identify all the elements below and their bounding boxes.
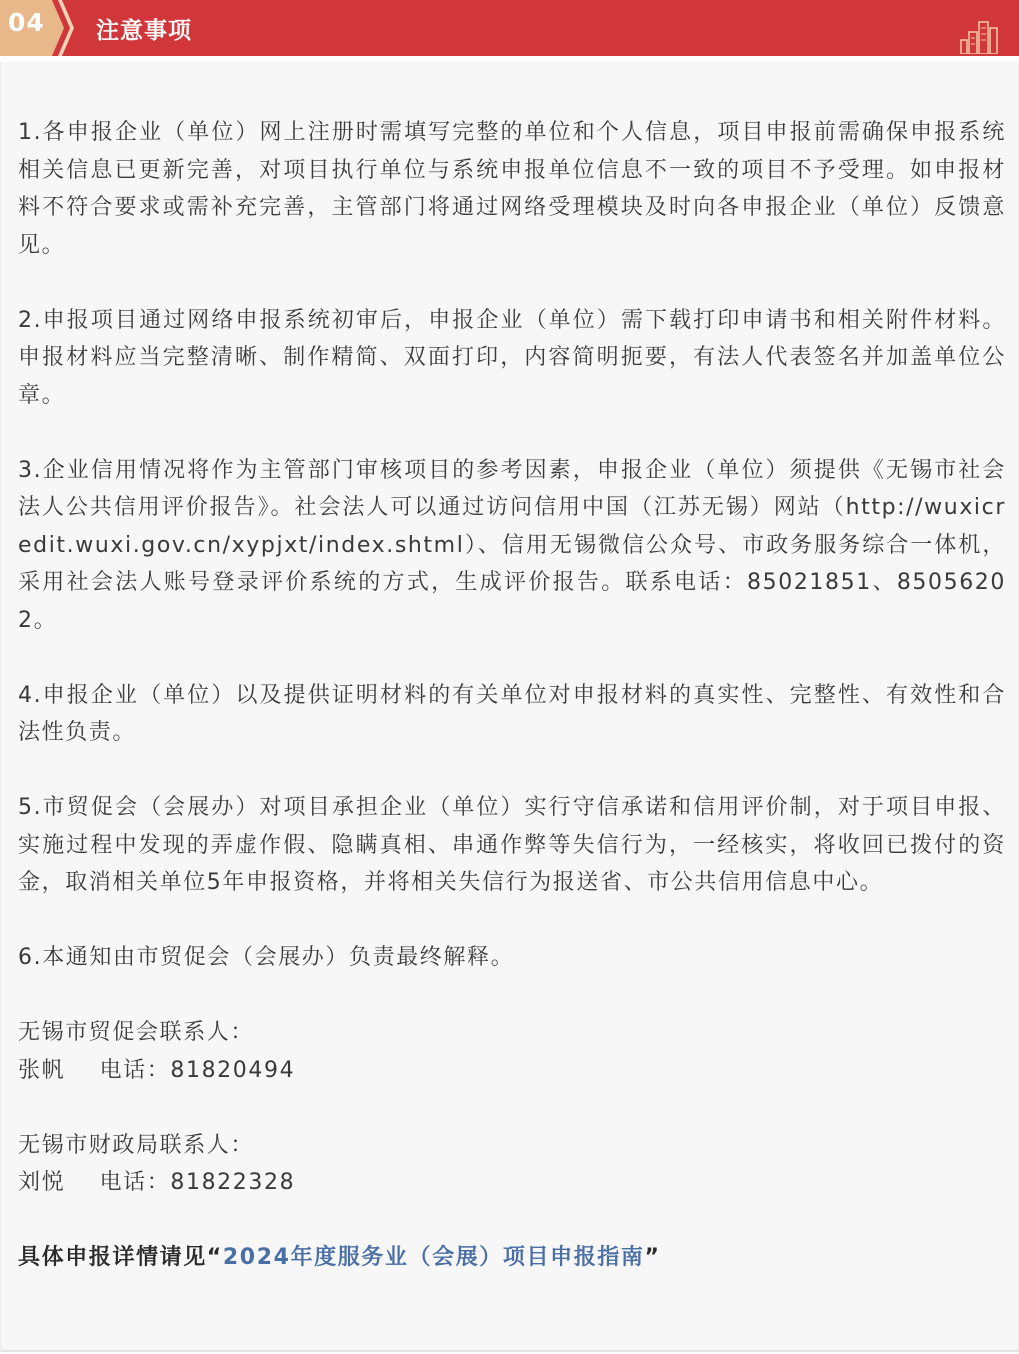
contact-name: 张帆 xyxy=(18,1057,66,1083)
notice-item-4: 4.申报企业（单位）以及提供证明材料的有关单位对申报材料的真实性、完整性、有效性和合法性负责。 xyxy=(18,682,1006,745)
section-header xyxy=(0,0,1019,56)
contact-org: 无锡市贸促会联系人： xyxy=(18,1020,255,1045)
contact-block-ccpit xyxy=(18,1014,1006,1089)
notice-body xyxy=(18,114,1006,1277)
contact-person xyxy=(18,1164,1006,1202)
notice-item-5: 5.市贸促会（会展办）对项目承担企业（单位）实行守信承诺和信用评价制，对于项目申报、实施过程中发现的弄虚作假、隐瞒真相、串通作弊等失信行为，一经核实，将收回已拨付的资金，取消相关单位5年申报资格，并将相关失信行为报送省、市公共信用信息中心。 xyxy=(18,795,1006,895)
contact-person xyxy=(18,1052,1006,1090)
guide-suffix: ” xyxy=(644,1245,661,1270)
contact-phone: 81820494 xyxy=(170,1057,296,1083)
building-icon xyxy=(959,18,999,54)
guide-prefix: 具体申报详情请见“ xyxy=(18,1245,223,1270)
contact-block-finance xyxy=(18,1127,1006,1202)
section-number-tab xyxy=(0,0,74,56)
contact-phone-label: 电话： xyxy=(99,1057,171,1083)
contact-name: 刘悦 xyxy=(18,1170,66,1195)
contact-phone: 81822328 xyxy=(170,1170,296,1195)
guide-link[interactable]: 2024年度服务业（会展）项目申报指南 xyxy=(222,1245,645,1270)
contact-org: 无锡市财政局联系人： xyxy=(18,1132,255,1158)
section-number: 04 xyxy=(8,8,45,37)
notice-item-2: 2.申报项目通过网络申报系统初审后，申报企业（单位）需下载打印申请书和相关附件材料。申报材料应当完整清晰、制作精简、双面打印，内容简明扼要，有法人代表签名并加盖单位公章。 xyxy=(18,307,1006,408)
notice-item-1: 1.各申报企业（单位）网上注册时需填写完整的单位和个人信息，项目申报前需确保申报系统相关信息已更新完善，对项目执行单位与系统申报单位信息不一致的项目不予受理。如申报材料不符合要求或需补充完善，主管部门将通过网络受理模块及时向各申报企业（单位）反馈意见。 xyxy=(18,120,1006,258)
contact-phone-label: 电话： xyxy=(99,1170,171,1195)
section-title: 注意事项 xyxy=(96,18,192,44)
guide-reference xyxy=(18,1239,1006,1277)
notice-item-3: 3.企业信用情况将作为主管部门审核项目的参考因素，申报企业（单位）须提供《无锡市社会法人公共信用评价报告》。社会法人可以通过访问信用中国（江苏无锡）网站（http://wuxicredit.wuxi.gov.cn/xypjxt/index.shtml）、信用无锡微信公众号、市政务服务综合一体机，采用社会法人账号登录评价系统的方式，生成评价报告。联系电话：85021851、85056202。 xyxy=(18,457,1006,633)
bottom-divider xyxy=(1,1350,1019,1352)
notice-item-6: 6.本通知由市贸促会（会展办）负责最终解释。 xyxy=(18,945,515,970)
notice-content xyxy=(0,62,1019,1352)
